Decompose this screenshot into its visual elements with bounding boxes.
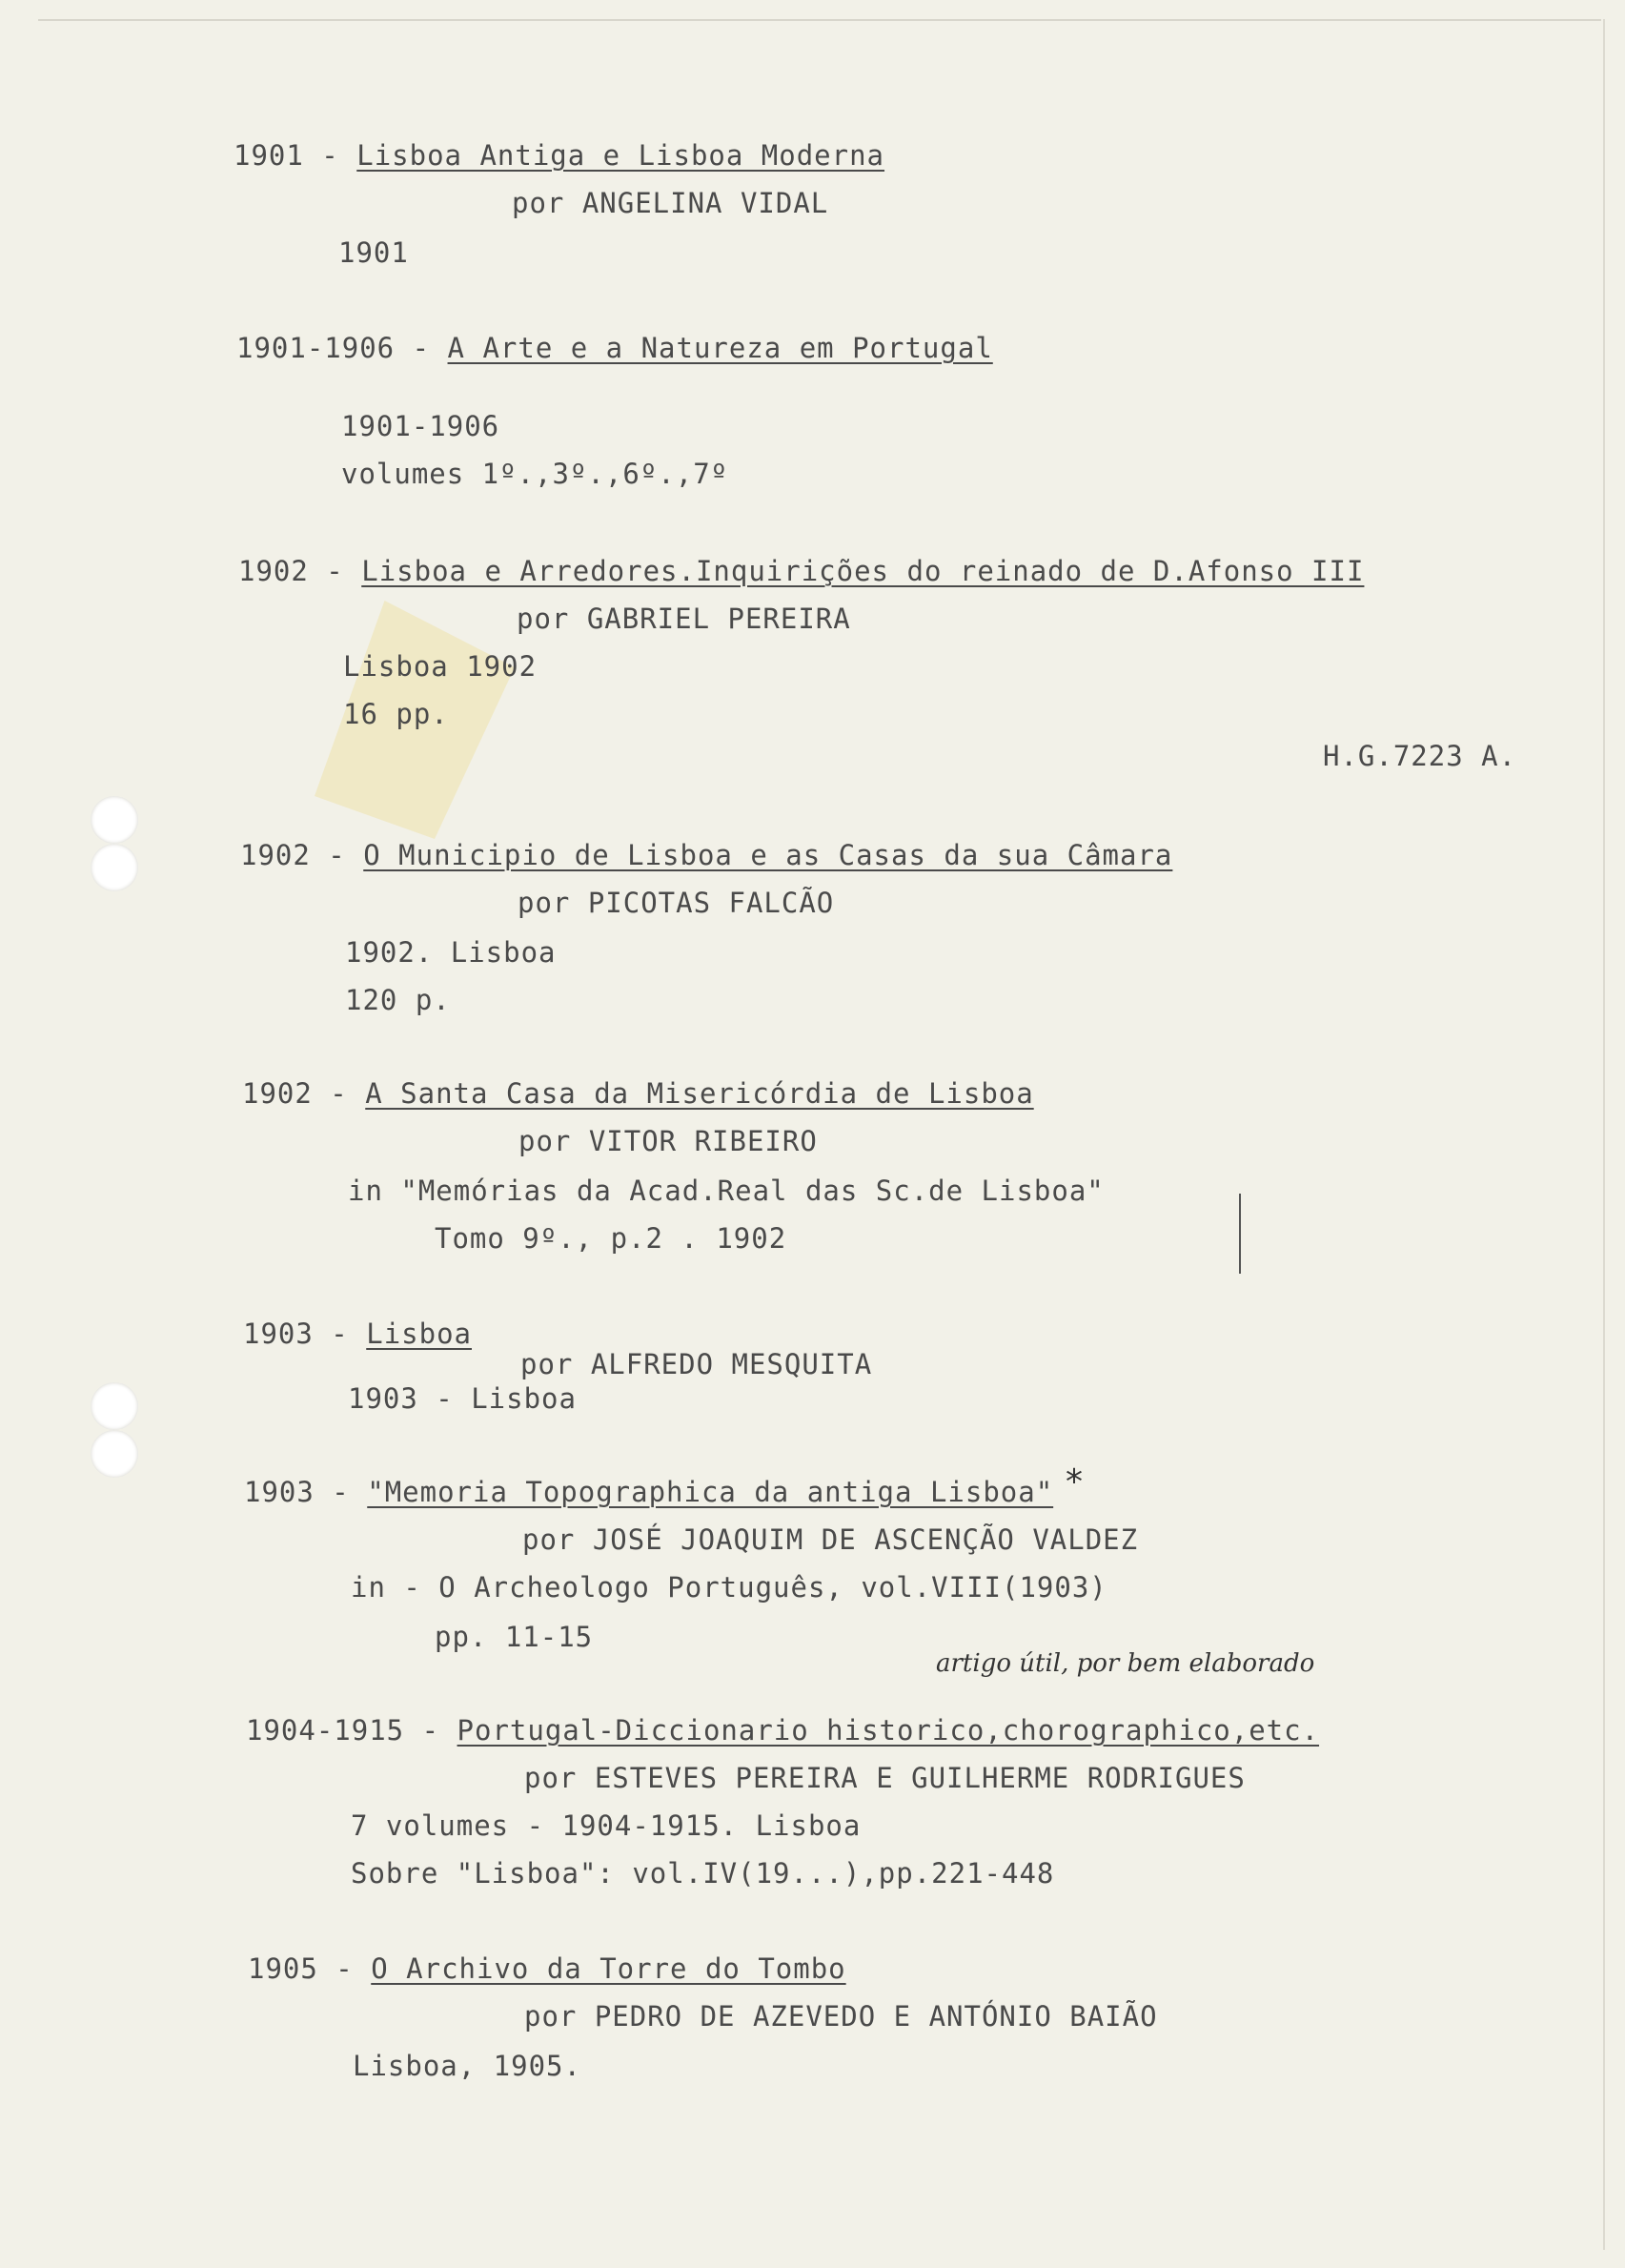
entry-heading: 1903 - "Memoria Topographica da antiga Lisboa": [244, 1476, 1054, 1508]
entry-detail: volumes 1º.,3º.,6º.,7º: [341, 458, 729, 490]
entry-author: por JOSÉ JOAQUIM DE ASCENÇÃO VALDEZ: [522, 1523, 1139, 1556]
punch-hole: [91, 1382, 138, 1430]
entry-detail: 16 pp.: [343, 698, 449, 730]
entry-heading: 1902 - O Municipio de Lisboa e as Casas da sua Câmara: [240, 839, 1173, 871]
entry-detail: Tomo 9º., p.2 . 1902: [435, 1222, 787, 1255]
entry-heading: 1902 - A Santa Casa da Misericórdia de Lisboa: [242, 1077, 1034, 1110]
entry-year: 1902: [238, 555, 309, 587]
entry-author: por PEDRO DE AZEVEDO E ANTÓNIO BAIÃO: [524, 2000, 1158, 2033]
entry-author: por PICOTAS FALCÃO: [518, 887, 835, 919]
entry-author: por GABRIEL PEREIRA: [517, 603, 851, 635]
entry-title: Lisboa: [366, 1318, 472, 1350]
entry-year: 1903: [243, 1318, 314, 1350]
entry-year: 1903: [244, 1476, 315, 1508]
entry-title: O Archivo da Torre do Tombo: [371, 1952, 846, 1985]
entry-heading: 1902 - Lisboa e Arredores.Inquirições do reinado de D.Afonso III: [238, 555, 1365, 587]
entry-title: Lisboa e Arredores.Inquirições do reinado de D.Afonso III: [361, 555, 1365, 587]
page-edge-top: [38, 19, 1601, 21]
entry-detail: Lisboa, 1905.: [353, 2050, 581, 2082]
asterisk-mark: *: [1066, 1462, 1083, 1502]
entry-title: "Memoria Topographica da antiga Lisboa": [367, 1476, 1054, 1508]
entry-heading: 1901 - Lisboa Antiga e Lisboa Moderna: [234, 139, 885, 172]
entry-year: 1902: [240, 839, 311, 871]
entry-heading: 1905 - O Archivo da Torre do Tombo: [248, 1952, 846, 1985]
entry-heading: 1903 - Lisboa: [243, 1318, 472, 1350]
entry-title: Lisboa Antiga e Lisboa Moderna: [356, 139, 885, 172]
entry-year: 1905: [248, 1952, 318, 1985]
handwritten-note: artigo útil, por bem elaborado: [936, 1649, 1315, 1678]
entry-year: 1904-1915: [246, 1714, 405, 1747]
entry-detail: Sobre "Lisboa": vol.IV(19...),pp.221-448: [351, 1857, 1055, 1890]
entry-year: 1902: [242, 1077, 313, 1110]
entry-detail: 120 p.: [345, 984, 451, 1016]
entry-author: por ANGELINA VIDAL: [512, 187, 829, 219]
entry-title: O Municipio de Lisboa e as Casas da sua Câmara: [363, 839, 1173, 871]
punch-hole: [91, 796, 138, 844]
entry-heading: 1904-1915 - Portugal-Diccionario historico,chorographico,etc.: [246, 1714, 1320, 1747]
entry-author: por VITOR RIBEIRO: [518, 1125, 818, 1157]
page-edge-right: [1603, 19, 1605, 2250]
entry-detail: 1901-1906: [341, 410, 500, 442]
entry-title: A Arte e a Natureza em Portugal: [447, 332, 993, 364]
entry-detail: 1902. Lisboa: [345, 936, 557, 969]
punch-hole: [91, 1430, 138, 1478]
entry-heading: 1901-1906 - A Arte e a Natureza em Portugal: [236, 332, 993, 364]
entry-title: A Santa Casa da Misericórdia de Lisboa: [365, 1077, 1034, 1110]
entry-detail: 7 volumes - 1904-1915. Lisboa: [351, 1809, 862, 1842]
entry-detail: 1901: [338, 236, 409, 269]
entry-detail: in "Memórias da Acad.Real das Sc.de Lisboa": [348, 1175, 1105, 1207]
punch-hole: [91, 844, 138, 891]
entry-author: por ESTEVES PEREIRA E GUILHERME RODRIGUES: [524, 1762, 1246, 1794]
entry-author: por ALFREDO MESQUITA: [520, 1348, 873, 1380]
entry-detail: Lisboa 1902: [343, 650, 538, 683]
entry-detail: 1903 - Lisboa: [348, 1382, 577, 1415]
entry-detail: pp. 11-15: [435, 1621, 594, 1653]
entry-year: 1901: [234, 139, 304, 172]
entry-year: 1901-1906: [236, 332, 396, 364]
margin-mark: [1239, 1194, 1241, 1274]
entry-title: Portugal-Diccionario historico,chorographico,etc.: [457, 1714, 1320, 1747]
entry-detail: in - O Archeologo Português, vol.VIII(1903): [351, 1571, 1107, 1604]
shelfmark: H.G.7223 A.: [1323, 740, 1517, 772]
